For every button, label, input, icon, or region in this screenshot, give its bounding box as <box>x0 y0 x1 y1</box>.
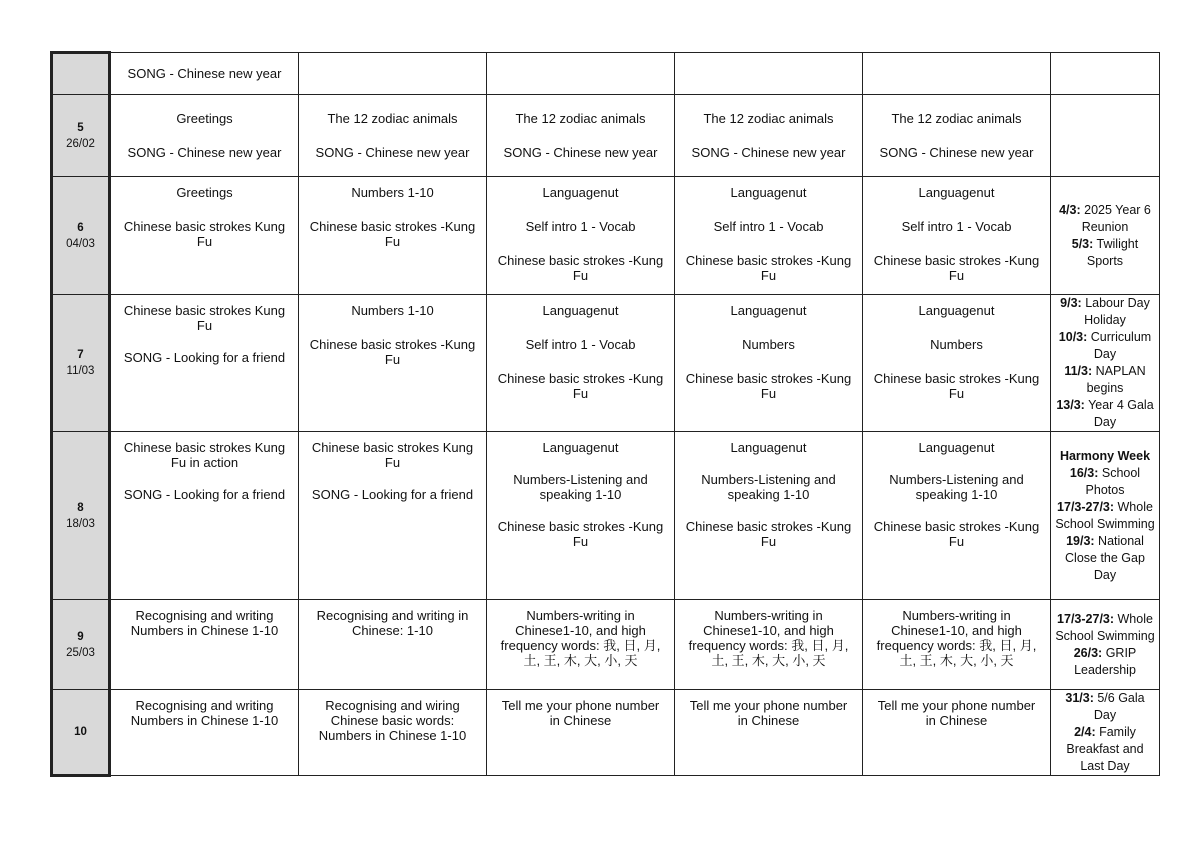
lesson-text: Self intro 1 - Vocab <box>525 337 636 352</box>
week-number: 9 <box>77 630 84 643</box>
lesson-cell <box>487 690 675 776</box>
lesson-cell <box>110 95 299 177</box>
week-cell <box>52 295 110 432</box>
lesson-cell <box>299 432 487 600</box>
event-date: 11/3: <box>1064 364 1093 378</box>
events-cell <box>1051 432 1160 600</box>
lesson-text: Chinese basic strokes -Kung Fu <box>309 337 476 367</box>
week-number: 10 <box>74 726 87 738</box>
lesson-text: Chinese basic strokes -Kung Fu <box>873 253 1040 283</box>
event-text: School Photos <box>1085 465 1141 497</box>
lesson-text: Recognising and writing in Chinese: 1-10 <box>316 608 469 638</box>
lesson-cell <box>863 95 1051 177</box>
lesson-text: Tell me your phone number in Chinese <box>501 698 660 728</box>
lesson-cell <box>299 53 487 95</box>
events-cell <box>1051 600 1160 690</box>
event-date: 31/3: <box>1065 691 1094 705</box>
lesson-text: Numbers 1-10 <box>351 185 434 200</box>
lesson-text: Chinese basic strokes -Kung Fu <box>685 253 852 283</box>
week-cell <box>52 690 110 776</box>
lesson-text: SONG - Chinese new year <box>503 145 658 160</box>
lesson-text: Chinese basic strokes -Kung Fu <box>309 219 476 249</box>
lesson-cell <box>675 432 863 600</box>
week-date: 26/02 <box>66 137 95 150</box>
lesson-text: SONG - Looking for a friend <box>311 487 474 502</box>
lesson-text: Numbers-writing in Chinese1-10, and high frequency words: 我, 日, 月, 土, 王, 木, 大, 小, 天 <box>876 608 1037 668</box>
event-date: 13/3: <box>1056 398 1085 412</box>
lesson-text: SONG - Chinese new year <box>127 145 282 160</box>
event-date: 5/3: <box>1071 236 1094 251</box>
lesson-text: The 12 zodiac animals <box>327 111 458 126</box>
lesson-text: Chinese basic strokes -Kung Fu <box>685 371 852 401</box>
event-item <box>1055 236 1155 270</box>
table-row <box>52 432 1160 600</box>
event-text: Family Breakfast and Last Day <box>1066 725 1144 773</box>
events-cell <box>1051 53 1160 95</box>
lesson-text: Numbers-writing in Chinese1-10, and high frequency words: 我, 日, 月, 土, 王, 木, 大, 小, 天 <box>688 608 849 668</box>
event-item <box>1055 202 1155 236</box>
lesson-text: Chinese basic strokes Kung Fu <box>311 440 474 470</box>
lesson-text: Languagenut <box>918 303 995 318</box>
lesson-cell <box>863 432 1051 600</box>
event-date: Harmony Week <box>1059 448 1151 463</box>
lesson-text: Recognising and wiring Chinese basic words: Numbers in Chinese 1-10 <box>318 698 467 743</box>
lesson-text: Chinese basic strokes -Kung Fu <box>497 371 664 401</box>
lesson-text: Self intro 1 - Vocab <box>901 219 1012 234</box>
event-item <box>1055 465 1155 499</box>
event-text: 2025 Year 6 Reunion <box>1080 202 1151 234</box>
week-date: 25/03 <box>66 646 95 659</box>
lesson-text: Self intro 1 - Vocab <box>713 219 824 234</box>
table-row <box>52 95 1160 177</box>
lesson-text: Numbers <box>742 337 795 352</box>
lesson-text: Chinese basic strokes -Kung Fu <box>873 371 1040 401</box>
lesson-text: Languagenut <box>542 303 619 318</box>
event-date: 26/3: <box>1073 645 1103 660</box>
lesson-cell <box>863 690 1051 776</box>
lesson-text: Greetings <box>176 111 233 126</box>
week-cell <box>52 53 110 95</box>
event-text: Whole School Swimming <box>1055 499 1155 531</box>
lesson-text: Numbers <box>930 337 983 352</box>
week-cell <box>52 432 110 600</box>
event-text: Year 4 Gala Day <box>1084 398 1154 429</box>
lesson-text: Recognising and writing Numbers in Chinese 1-10 <box>130 608 279 638</box>
events-cell <box>1051 95 1160 177</box>
week-date: 18/03 <box>66 517 95 530</box>
lesson-cell <box>487 600 675 690</box>
event-date: 9/3: <box>1060 296 1082 310</box>
event-text: National Close the Gap Day <box>1065 533 1145 582</box>
lesson-text: Chinese basic strokes -Kung Fu <box>685 519 852 549</box>
lesson-text: The 12 zodiac animals <box>515 111 646 126</box>
events-cell <box>1051 690 1160 776</box>
event-item <box>1055 295 1155 329</box>
lesson-cell <box>487 53 675 95</box>
lesson-text: The 12 zodiac animals <box>703 111 834 126</box>
event-date: 19/3: <box>1066 533 1095 548</box>
lesson-text: SONG - Chinese new year <box>691 145 846 160</box>
event-date: 17/3-27/3: <box>1057 611 1115 626</box>
lesson-cell <box>299 95 487 177</box>
lesson-cell <box>110 432 299 600</box>
event-date: 17/3-27/3: <box>1057 499 1115 514</box>
event-item <box>1055 611 1155 645</box>
lesson-cell <box>675 95 863 177</box>
week-cell <box>52 95 110 177</box>
events-cell <box>1051 177 1160 295</box>
lesson-text: Languagenut <box>918 440 995 455</box>
lesson-cell <box>675 177 863 295</box>
table-row <box>52 53 1160 95</box>
lesson-cell <box>487 295 675 432</box>
lesson-cell <box>110 600 299 690</box>
lesson-text: Languagenut <box>730 440 807 455</box>
lesson-text: Numbers 1-10 <box>351 303 434 318</box>
lesson-text: Languagenut <box>730 185 807 200</box>
event-item <box>1055 397 1155 431</box>
event-item <box>1055 363 1155 397</box>
lesson-cell <box>299 690 487 776</box>
lesson-cell <box>487 177 675 295</box>
lesson-text: Recognising and writing Numbers in Chinese 1-10 <box>130 698 279 728</box>
lesson-cell <box>675 600 863 690</box>
lesson-text: Chinese basic strokes -Kung Fu <box>497 519 664 549</box>
lesson-cell <box>863 600 1051 690</box>
table-row <box>52 177 1160 295</box>
term-planner-table <box>50 51 1160 777</box>
lesson-cell <box>675 53 863 95</box>
lesson-text: Numbers-Listening and speaking 1-10 <box>701 472 836 502</box>
lesson-text: Tell me your phone number in Chinese <box>689 698 848 728</box>
event-item <box>1055 645 1155 679</box>
events-cell <box>1051 295 1160 432</box>
event-item <box>1055 533 1155 584</box>
lesson-cell <box>863 53 1051 95</box>
event-text: 5/6 Gala Day <box>1093 691 1145 722</box>
lesson-text: SONG - Chinese new year <box>127 66 282 81</box>
lesson-text: SONG - Looking for a friend <box>123 350 286 365</box>
lesson-text: Languagenut <box>542 185 619 200</box>
lesson-cell <box>863 177 1051 295</box>
lesson-text: Numbers-Listening and speaking 1-10 <box>513 472 648 502</box>
event-text: NAPLAN begins <box>1086 364 1146 395</box>
lesson-cell <box>299 295 487 432</box>
lesson-cell <box>863 295 1051 432</box>
event-item <box>1055 499 1155 533</box>
event-date: 4/3: <box>1059 202 1081 217</box>
lesson-text: Chinese basic strokes Kung Fu <box>123 303 286 333</box>
lesson-cell <box>487 432 675 600</box>
lesson-text: SONG - Looking for a friend <box>123 487 286 502</box>
week-date: 11/03 <box>66 365 95 377</box>
lesson-text: Numbers-writing in Chinese1-10, and high frequency words: 我, 日, 月, 土, 王, 木, 大, 小, 天 <box>500 608 661 668</box>
lesson-text: Greetings <box>176 185 233 200</box>
lesson-cell <box>110 53 299 95</box>
lesson-text: Self intro 1 - Vocab <box>525 219 636 234</box>
week-number: 6 <box>77 221 84 234</box>
event-text: Labour Day Holiday <box>1081 296 1150 327</box>
lesson-cell <box>675 295 863 432</box>
lesson-text: Chinese basic strokes -Kung Fu <box>497 253 664 283</box>
event-text: Whole School Swimming <box>1055 611 1155 643</box>
lesson-text: SONG - Chinese new year <box>879 145 1034 160</box>
week-date: 04/03 <box>66 237 95 250</box>
lesson-text: Chinese basic strokes -Kung Fu <box>873 519 1040 549</box>
event-text: GRIP Leadership <box>1074 645 1137 677</box>
lesson-text: Tell me your phone number in Chinese <box>877 698 1036 728</box>
week-cell <box>52 600 110 690</box>
lesson-cell <box>110 177 299 295</box>
event-item <box>1055 329 1155 363</box>
lesson-text: Chinese basic strokes Kung Fu <box>123 219 286 249</box>
week-cell <box>52 177 110 295</box>
event-item <box>1055 724 1155 775</box>
event-date: 10/3: <box>1058 330 1088 344</box>
event-text: Curriculum Day <box>1087 330 1152 361</box>
event-item <box>1055 448 1155 465</box>
lesson-cell <box>110 295 299 432</box>
lesson-text: Languagenut <box>730 303 807 318</box>
lesson-cell <box>299 600 487 690</box>
week-number: 8 <box>77 501 84 514</box>
lesson-cell <box>675 690 863 776</box>
event-date: 2/4: <box>1074 725 1096 739</box>
lesson-text: Numbers-Listening and speaking 1-10 <box>889 472 1024 502</box>
week-number: 7 <box>77 349 84 361</box>
lesson-cell <box>110 690 299 776</box>
event-date: 16/3: <box>1069 465 1099 480</box>
lesson-text: Chinese basic strokes Kung Fu in action <box>123 440 286 470</box>
lesson-text: The 12 zodiac animals <box>891 111 1022 126</box>
lesson-cell <box>299 177 487 295</box>
lesson-cell <box>487 95 675 177</box>
lesson-text: Languagenut <box>542 440 619 455</box>
week-number: 5 <box>77 121 84 134</box>
event-item <box>1055 690 1155 724</box>
lesson-text: Languagenut <box>918 185 995 200</box>
event-text: Twilight Sports <box>1086 236 1139 268</box>
table-row <box>52 600 1160 690</box>
table-row <box>52 690 1160 776</box>
lesson-text: SONG - Chinese new year <box>315 145 470 160</box>
table-row <box>52 295 1160 432</box>
